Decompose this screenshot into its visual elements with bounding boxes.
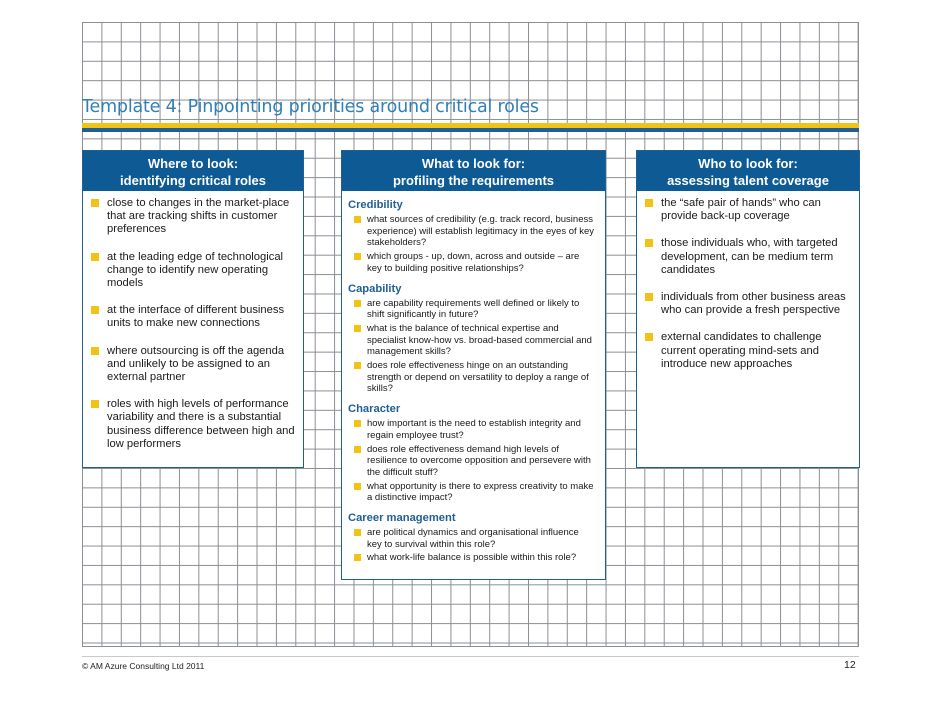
where-to-look-heading-2: identifying critical roles bbox=[120, 173, 266, 188]
requirement-list bbox=[348, 418, 595, 504]
requirement-section-heading: Character bbox=[348, 403, 401, 416]
what-to-look-for-heading-2: profiling the requirements bbox=[392, 173, 555, 188]
requirement-section bbox=[348, 511, 595, 564]
requirement-section-heading: Career management bbox=[348, 512, 456, 525]
requirement-section-heading: Capability bbox=[348, 282, 402, 295]
requirement-item: does role effectiveness demand high levels of resilience to overcome opposition and persevere with the difficult stuff? bbox=[348, 444, 595, 479]
who-to-look-for-heading-2: assessing talent coverage bbox=[667, 173, 829, 188]
requirement-item: what sources of credibility (e.g. track record, business experience) will establish legitimacy in the eyes of key stakeholders? bbox=[348, 214, 595, 249]
critical-role-item: roles with high levels of performance variability and there is a substantial business difference between high and low performers bbox=[85, 398, 295, 451]
what-to-look-for-sections bbox=[342, 191, 605, 564]
requirement-section bbox=[348, 198, 595, 275]
where-to-look-panel bbox=[82, 150, 304, 468]
talent-coverage-item: the “safe pair of hands” who can provide back-up coverage bbox=[639, 197, 851, 223]
footer-copyright: © AM Azure Consulting Ltd 2011 bbox=[82, 661, 205, 671]
footer-divider bbox=[82, 656, 859, 657]
requirement-list bbox=[348, 214, 595, 275]
requirement-item: which groups - up, down, across and outside – are key to building positive relationships? bbox=[348, 251, 595, 274]
critical-role-item: at the leading edge of technological change to identify new operating models bbox=[85, 251, 295, 291]
requirement-section bbox=[348, 282, 595, 396]
who-to-look-for-heading-1: Who to look for: bbox=[698, 156, 798, 171]
who-to-look-for-header bbox=[637, 151, 859, 191]
critical-role-item: at the interface of different business units to make new connections bbox=[85, 304, 295, 330]
page-number: 12 bbox=[844, 659, 856, 671]
critical-role-item: close to changes in the market-place that are tracking shifts in customer preferences bbox=[85, 197, 295, 237]
critical-role-item: where outsourcing is off the agenda and unlikely to be assigned to an external partner bbox=[85, 345, 295, 385]
where-to-look-heading-1: Where to look: bbox=[147, 156, 239, 171]
requirement-item: what work-life balance is possible within this role? bbox=[348, 552, 595, 564]
requirement-list bbox=[348, 298, 595, 396]
requirement-item: what is the balance of technical expertise and specialist know-how vs. broad-based commercial and management skills? bbox=[348, 323, 595, 358]
requirement-item: are political dynamics and organisational influence key to survival within this role? bbox=[348, 527, 595, 550]
where-to-look-list bbox=[83, 191, 303, 451]
what-to-look-for-header bbox=[342, 151, 605, 191]
page-title: Template 4: Pinpointing priorities around critical roles bbox=[82, 97, 539, 117]
who-to-look-for-panel bbox=[636, 150, 860, 468]
requirement-section-heading: Credibility bbox=[348, 199, 403, 211]
where-to-look-header bbox=[83, 151, 303, 191]
requirement-list bbox=[348, 527, 595, 564]
what-to-look-for-panel bbox=[341, 150, 606, 580]
talent-coverage-item: individuals from other business areas who can provide a fresh perspective bbox=[639, 291, 851, 317]
what-to-look-for-heading-1: What to look for: bbox=[421, 156, 526, 171]
requirement-item: does role effectiveness hinge on an outstanding strength or depend on versatility to deploy a range of skills? bbox=[348, 360, 595, 395]
title-rule-blue bbox=[82, 128, 859, 132]
requirement-section bbox=[348, 402, 595, 504]
requirement-item: what opportunity is there to express creativity to make a distinctive impact? bbox=[348, 481, 595, 504]
requirement-item: are capability requirements well defined or likely to shift significantly in future? bbox=[348, 298, 595, 321]
talent-coverage-item: those individuals who, with targeted development, can be medium term candidates bbox=[639, 237, 851, 277]
requirement-item: how important is the need to establish integrity and regain employee trust? bbox=[348, 418, 595, 441]
who-to-look-for-list bbox=[637, 191, 859, 371]
talent-coverage-item: external candidates to challenge current operating mind-sets and introduce new approaches bbox=[639, 331, 851, 371]
